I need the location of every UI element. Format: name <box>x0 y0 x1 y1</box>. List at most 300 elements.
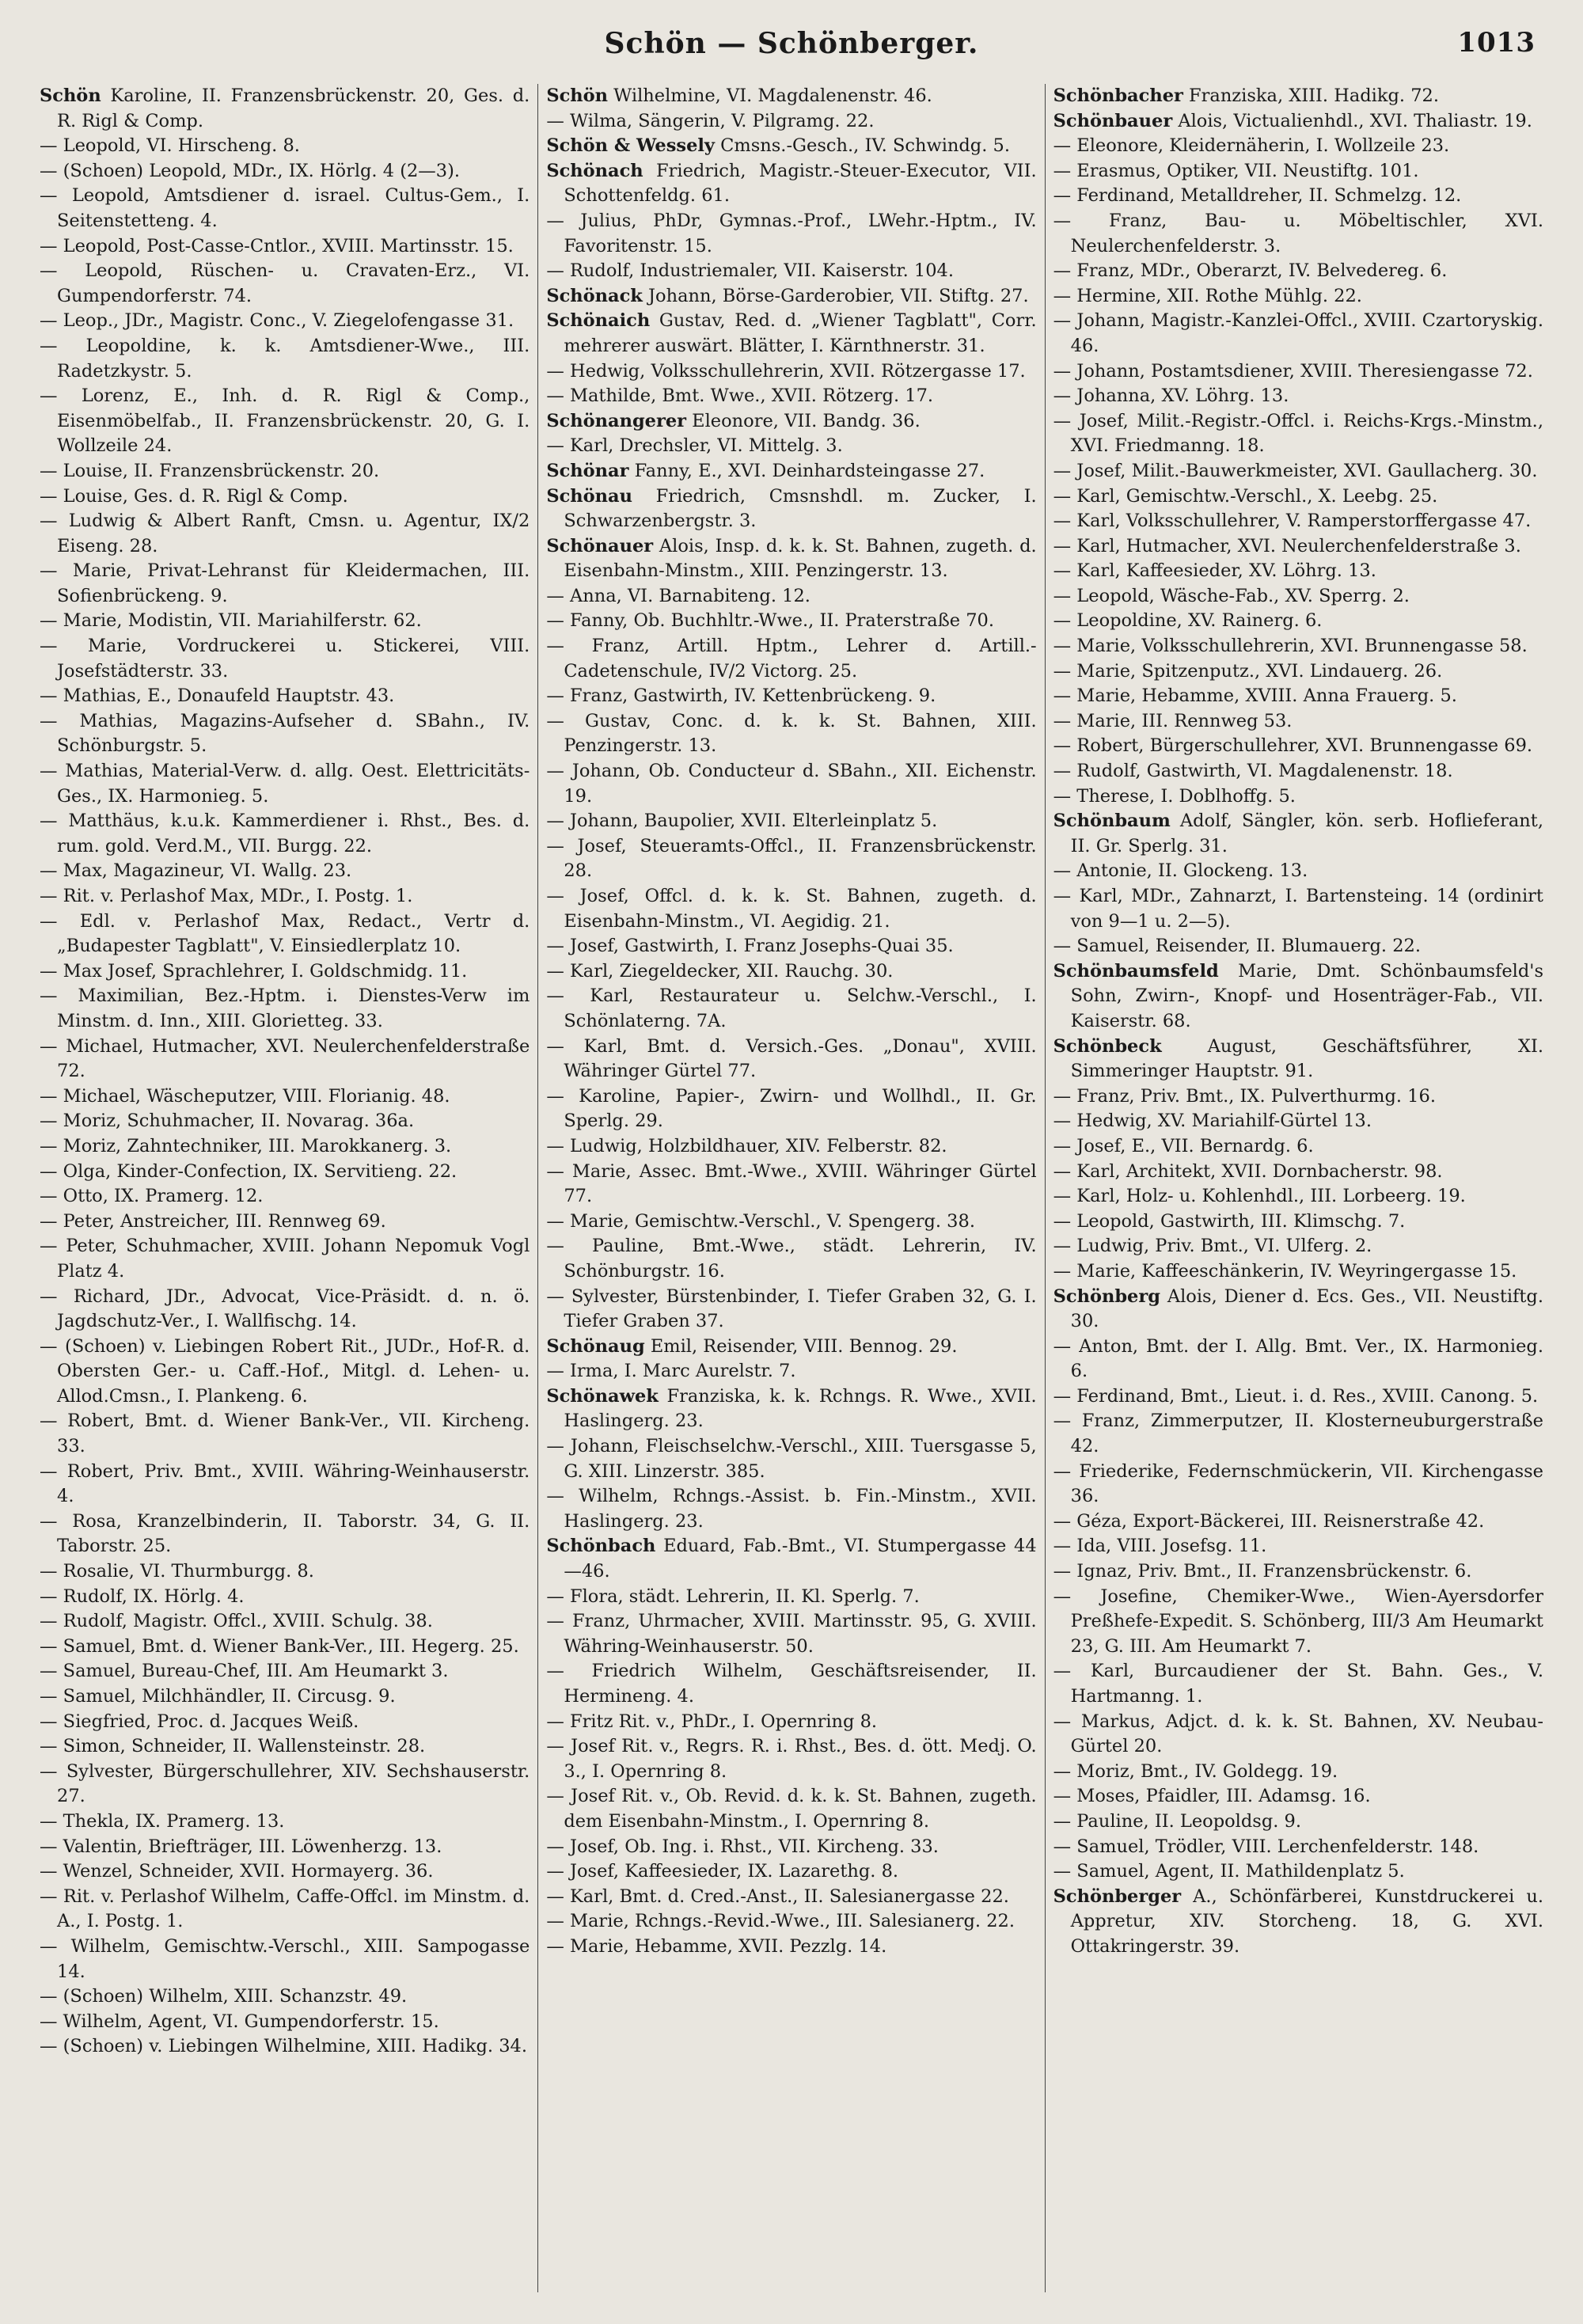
directory-entry <box>546 634 1036 684</box>
entry-text: — Leopold, Wäsche-Fab., XV. Sperrg. 2. <box>1053 585 1410 606</box>
directory-entry <box>40 1859 530 1885</box>
directory-entry <box>40 1184 530 1209</box>
entry-text: — Josef, E., VII. Bernardg. 6. <box>1053 1135 1314 1156</box>
directory-entry <box>1053 1409 1543 1459</box>
entry-text: Eduard, Fab.-Bmt., VI. Stumpergasse 44—46. <box>564 1536 1037 1582</box>
directory-entry <box>546 1585 1036 1610</box>
directory-entry <box>1053 1160 1543 1185</box>
entry-text: — Josef Rit. v., Regrs. R. i. Rhst., Bes. d. ött. Medj. O. 3., I. Opernring 8. <box>546 1736 1037 1782</box>
entry-text: — Sylvester, Bürstenbinder, I. Tiefer Graben 32, G. I. Tiefer Graben 37. <box>546 1285 1037 1332</box>
entry-text: — Marie, III. Rennweg 53. <box>1053 710 1293 731</box>
entry-text: — Josef, Milit.-Bauwerkmeister, XVI. Gaullacherg. 30. <box>1053 460 1538 481</box>
entry-text: — (Schoen) Leopold, MDr., IX. Hörlg. 4 (2—3). <box>40 160 461 181</box>
entry-text: — Karl, Drechsler, VI. Mittelg. 3. <box>546 435 843 457</box>
directory-entry <box>1053 1885 1543 1960</box>
directory-entry <box>1053 1534 1543 1559</box>
directory-entry <box>1053 409 1543 459</box>
entry-text: — Karl, MDr., Zahnarzt, I. Bartensteing. 14 (ordinirt von 9—1 u. 2—5). <box>1053 886 1543 932</box>
entry-text: — Marie, Hebamme, XVIII. Anna Frauerg. 5. <box>1053 685 1457 707</box>
directory-entry <box>546 1384 1036 1434</box>
entry-surname: Schön <box>546 85 609 106</box>
entry-text: — Robert, Bmt. d. Wiener Bank-Ver., VII. Kircheng. 33. <box>40 1411 530 1457</box>
entry-text: — Olga, Kinder-Confection, IX. Servitieng. 22. <box>40 1160 457 1182</box>
directory-entry <box>40 309 530 334</box>
directory-entry <box>546 609 1036 634</box>
entry-text: — Johann, Fleischselchw.-Verschl., XIII. Tuersgasse 5, G. XIII. Linzerstr. 385. <box>546 1436 1037 1482</box>
entry-text: — Mathias, Material-Verw. d. allg. Oest. Elettricitäts-Ges., IX. Harmonieg. 5. <box>40 761 530 807</box>
directory-entry <box>1053 1784 1543 1809</box>
directory-entry <box>40 1609 530 1635</box>
entry-text: — Johann, Postamtsdiener, XVIII. Theresiengasse 72. <box>1053 360 1533 382</box>
entry-text: — Max Josef, Sprachlehrer, I. Goldschmidg. 11. <box>40 960 468 982</box>
directory-entry <box>40 1160 530 1185</box>
entry-text: — Rosa, Kranzelbinderin, II. Taborstr. 34, G. II. Taborstr. 25. <box>40 1510 530 1557</box>
directory-entry <box>546 1134 1036 1160</box>
directory-entry <box>546 709 1036 759</box>
entry-text: — Peter, Schuhmacher, XVIII. Johann Nepomuk Vogl Platz 4. <box>40 1236 530 1282</box>
directory-entry <box>546 809 1036 834</box>
directory-entry <box>546 84 1036 109</box>
directory-entry <box>1053 384 1543 409</box>
directory-entry <box>546 409 1036 435</box>
directory-entry <box>546 484 1036 534</box>
directory-entry <box>1053 1710 1543 1760</box>
directory-entry <box>40 684 530 709</box>
entry-text: — (Schoen) v. Liebingen Robert Rit., JUDr., Hof-R. d. Obersten Ger.- u. Caff.-Hof., Mitgl. d. Lehen- u. Allod.Cmsn., I. Plankeng. 6. <box>40 1335 530 1407</box>
directory-entry <box>546 1909 1036 1935</box>
entry-text: — Josef, Steueramts-Offcl., II. Franzensbrückenstr. 28. <box>546 835 1037 882</box>
entry-text: — Samuel, Reisender, II. Blumauerg. 22. <box>1053 936 1421 957</box>
entry-text: — Karl, Bmt. d. Versich.-Ges. „Donau", XVIII. Währinger Gürtel 77. <box>546 1035 1037 1082</box>
entry-text: — Maximilian, Bez.-Hptm. i. Dienstes-Verw im Minstm. d. Inn., XIII. Glorietteg. 33. <box>40 985 530 1031</box>
directory-entry <box>546 1609 1036 1659</box>
entry-text: Franziska, XIII. Hadikg. 72. <box>1189 85 1439 106</box>
entry-text: — Franz, Artill. Hptm., Lehrer d. Artill.-Cadetenschule, IV/2 Victorg. 25. <box>546 636 1037 682</box>
entry-text: Eleonore, VII. Bandg. 36. <box>692 410 921 431</box>
directory-entry <box>546 1359 1036 1384</box>
entry-text: Cmsns.-Gesch., IV. Schwindg. 5. <box>720 135 1010 157</box>
directory-entry <box>1053 784 1543 810</box>
entry-text: A., Schönfärberei, Kunstdruckerei u. Appretur, XIV. Storcheng. 18, G. XVI. Ottakringerstr. 39. <box>1070 1885 1543 1957</box>
directory-entry <box>1053 934 1543 959</box>
directory-entry <box>40 1684 530 1710</box>
directory-entry <box>1053 559 1543 584</box>
entry-text: Alois, Victualienhdl., XVI. Thaliastr. 19. <box>1178 110 1532 131</box>
directory-entry <box>40 484 530 510</box>
entry-text: Karoline, II. Franzensbrückenstr. 20, Ges. d. R. Rigl & Comp. <box>57 85 530 131</box>
entry-text: — Hedwig, XV. Mariahilf-Gürtel 13. <box>1053 1111 1372 1132</box>
entry-text: — Max, Magazineur, VI. Wallg. 23. <box>40 860 352 882</box>
entry-text: — Karl, Volksschullehrer, V. Ramperstorffergasse 47. <box>1053 511 1532 532</box>
directory-entry <box>40 634 530 684</box>
entry-text: — Ludwig & Albert Ranft, Cmsn. u. Agentur, IX/2 Eiseng. 28. <box>40 511 530 556</box>
entry-text: Friedrich, Magistr.-Steuer-Executor, VII. Schottenfeldg. 61. <box>564 160 1037 207</box>
entry-text: — Marie, Privat-Lehranst für Kleidermachen, III. Sofienbrückeng. 9. <box>40 560 530 606</box>
directory-entry <box>40 1409 530 1459</box>
entry-text: Emil, Reisender, VIII. Bennog. 29. <box>650 1335 958 1357</box>
entry-surname: Schönbaum <box>1053 811 1171 832</box>
directory-entry <box>546 159 1036 209</box>
directory-entry <box>40 709 530 759</box>
directory-entry <box>1053 1760 1543 1785</box>
directory-entry <box>40 1760 530 1809</box>
entry-text: — Géza, Export-Bäckerei, III. Reisnerstraße 42. <box>1053 1510 1485 1532</box>
directory-entry <box>1053 1859 1543 1885</box>
entry-text: — Louise, II. Franzensbrückenstr. 20. <box>40 460 380 481</box>
directory-entry <box>546 1035 1036 1084</box>
entry-text: — Marie, Assec. Bmt.-Wwe., XVIII. Währinger Gürtel 77. <box>546 1160 1037 1207</box>
entry-text: — Karl, Hutmacher, XVI. Neulerchenfelderstraße 3. <box>1053 535 1521 556</box>
entry-text: — Josef, Ob. Ing. i. Rhst., VII. Kircheng. 33. <box>546 1836 939 1857</box>
entry-text: — Irma, I. Marc Aurelstr. 7. <box>546 1361 796 1382</box>
entry-surname: Schönbach <box>546 1536 656 1557</box>
entry-text: Gustav, Red. d. „Wiener Tagblatt", Corr. mehrerer auswärt. Blätter, I. Kärnthnerstr. 31. <box>564 310 1037 356</box>
directory-entry <box>40 1935 530 1984</box>
directory-entry <box>1053 709 1543 735</box>
directory-entry <box>1053 1259 1543 1285</box>
entry-text: — Wilhelm, Rchngs.-Assist. b. Fin.-Minstm., XVII. Haslingerg. 23. <box>546 1486 1037 1532</box>
directory-entry <box>1053 884 1543 934</box>
entry-text: — Samuel, Milchhändler, II. Circusg. 9. <box>40 1686 396 1707</box>
entry-text: — Franz, MDr., Oberarzt, IV. Belvedereg. 6. <box>1053 260 1448 282</box>
entry-text: — Franz, Zimmerputzer, II. Klosterneuburgerstraße 42. <box>1053 1411 1543 1457</box>
directory-entry <box>1053 1134 1543 1160</box>
entry-text: — Johann, Magistr.-Kanzlei-Offcl., XVIII. Czartoryskig. 46. <box>1053 310 1543 356</box>
entry-text: — Siegfried, Proc. d. Jacques Weiß. <box>40 1711 359 1732</box>
directory-entry <box>40 959 530 985</box>
directory-entry <box>40 1659 530 1684</box>
entry-text: — Gustav, Conc. d. k. k. St. Bahnen, XIII. Penzingerstr. 13. <box>546 710 1037 757</box>
entry-text: — Ferdinand, Metalldreher, II. Schmelzg. 12. <box>1053 185 1462 207</box>
entry-text: — Josef, Offcl. d. k. k. St. Bahnen, zugeth. d. Eisenbahn-Minstm., VI. Aegidig. 21. <box>546 886 1037 932</box>
entry-text: — Simon, Schneider, II. Wallensteinstr. 28. <box>40 1736 426 1757</box>
directory-entry <box>546 684 1036 709</box>
entry-text: — Karl, Architekt, XVII. Dornbacherstr. 98. <box>1053 1160 1443 1182</box>
entry-surname: Schönbacher <box>1053 85 1183 106</box>
directory-entry <box>1053 1184 1543 1209</box>
directory-entry <box>1053 184 1543 209</box>
directory-entry <box>546 934 1036 959</box>
directory-entry <box>40 509 530 559</box>
entry-text: — Johann, Baupolier, XVII. Elterleinplatz 5. <box>546 811 938 832</box>
directory-entry <box>546 434 1036 459</box>
directory-entry <box>1053 484 1543 510</box>
directory-columns <box>32 84 1551 2292</box>
entry-text: — Leopold, Gastwirth, III. Klimschg. 7. <box>1053 1210 1406 1232</box>
directory-entry <box>40 384 530 459</box>
entry-text: Fanny, E., XVI. Deinhardsteingasse 27. <box>634 460 985 481</box>
directory-entry <box>546 259 1036 284</box>
entry-text: — Moses, Pfaidler, III. Adamsg. 16. <box>1053 1786 1371 1807</box>
entry-text: — Leopold, Rüschen- u. Cravaten-Erz., VI. Gumpendorferstr. 74. <box>40 260 530 306</box>
directory-entry <box>546 359 1036 385</box>
entry-text: — Rudolf, IX. Hörlg. 4. <box>40 1585 245 1607</box>
directory-entry <box>1053 759 1543 784</box>
directory-entry <box>546 1659 1036 1709</box>
entry-text: — Ida, VIII. Josefsg. 11. <box>1053 1536 1267 1557</box>
entry-text: — Karl, Bmt. d. Cred.-Anst., II. Salesianergasse 22. <box>546 1885 1009 1907</box>
entry-text: — Samuel, Agent, II. Mathildenplatz 5. <box>1053 1861 1405 1882</box>
directory-entry <box>1053 809 1543 859</box>
directory-entry <box>1053 1509 1543 1535</box>
entry-text: — Rit. v. Perlashof Wilhelm, Caffe-Offcl. im Minstm. d. A., I. Postg. 1. <box>40 1885 530 1932</box>
entry-text: — Franz, Bau- u. Möbeltischler, XVI. Neulerchenfelderstr. 3. <box>1053 210 1543 256</box>
directory-column-2 <box>537 84 1044 2292</box>
entry-surname: Schönack <box>546 285 643 306</box>
entry-text: — Josef, Gastwirth, I. Franz Josephs-Quai 35. <box>546 936 954 957</box>
page-number: 1013 <box>1457 27 1536 59</box>
entry-text: — Ludwig, Holzbildhauer, XIV. Felberstr. 82. <box>546 1135 947 1156</box>
entry-surname: Schönaug <box>546 1335 645 1357</box>
directory-entry <box>1053 209 1543 259</box>
entry-text: — Sylvester, Bürgerschullehrer, XIV. Sechshauserstr. 27. <box>40 1760 530 1807</box>
entry-text: — Friedrich Wilhelm, Geschäftsreisender, II. Hermineng. 4. <box>546 1661 1037 1707</box>
directory-entry <box>546 534 1036 584</box>
entry-text: — Valentin, Briefträger, III. Löwenherzg. 13. <box>40 1836 442 1857</box>
directory-entry <box>1053 159 1543 184</box>
directory-entry <box>1053 659 1543 685</box>
entry-text: — Matthäus, k.u.k. Kammerdiener i. Rhst., Bes. d. rum. gold. Verd.M., VII. Burgg. 22. <box>40 811 530 856</box>
entry-surname: Schönbeck <box>1053 1035 1162 1057</box>
directory-entry <box>40 909 530 959</box>
directory-entry <box>1053 584 1543 609</box>
directory-entry <box>40 159 530 184</box>
directory-entry <box>546 1160 1036 1209</box>
directory-entry <box>1053 609 1543 634</box>
entry-text: — Lorenz, E., Inh. d. R. Rigl & Comp., Eisenmöbelfab., II. Franzensbrückenstr. 20, G. I. Wollzeile 24. <box>40 385 530 457</box>
directory-entry <box>546 1484 1036 1534</box>
directory-entry <box>546 884 1036 934</box>
entry-text: — Wilhelm, Agent, VI. Gumpendorferstr. 15. <box>40 2011 439 2032</box>
entry-text: — Pauline, Bmt.-Wwe., städt. Lehrerin, IV. Schönburgstr. 16. <box>546 1236 1037 1282</box>
directory-entry <box>546 1285 1036 1335</box>
entry-text: — Karl, Ziegeldecker, XII. Rauchg. 30. <box>546 960 894 982</box>
directory-entry <box>1053 684 1543 709</box>
directory-entry <box>1053 959 1543 1035</box>
entry-text: — Marie, Spitzenputz., XVI. Lindauerg. 26. <box>1053 660 1443 682</box>
entry-text: — Marie, Kaffeeschänkerin, IV. Weyringergasse 15. <box>1053 1260 1517 1282</box>
entry-text: — Michael, Hutmacher, XVI. Neulerchenfelderstraße 72. <box>40 1035 530 1082</box>
entry-text: August, Geschäftsführer, XI. Simmeringer Hauptstr. 91. <box>1070 1035 1543 1082</box>
directory-entry <box>1053 134 1543 159</box>
entry-text: Marie, Dmt. Schönbaumsfeld's Sohn, Zwirn-, Knopf- und Hosenträger-Fab., VII. Kaiserstr. 68. <box>1070 960 1543 1031</box>
entry-text: — Marie, Rchngs.-Revid.-Wwe., III. Salesianerg. 22. <box>546 1911 1015 1932</box>
directory-entry <box>40 884 530 909</box>
entry-text: — Karl, Burcaudiener der St. Bahn. Ges., V. Hartmanng. 1. <box>1053 1661 1543 1707</box>
entry-text: — Karl, Holz- u. Kohlenhdl., III. Lorbeerg. 19. <box>1053 1186 1466 1207</box>
directory-entry <box>40 334 530 384</box>
directory-entry <box>40 1335 530 1410</box>
entry-text: — Rudolf, Magistr. Offcl., XVIII. Schulg. 38. <box>40 1611 433 1632</box>
directory-entry <box>546 209 1036 259</box>
directory-entry <box>546 984 1036 1034</box>
entry-text: — (Schoen) v. Liebingen Wilhelmine, XIII. Hadikg. 34. <box>40 2036 527 2057</box>
entry-text: — Louise, Ges. d. R. Rigl & Comp. <box>40 485 348 507</box>
entry-text: — Fritz Rit. v., PhDr., I. Opernring 8. <box>546 1711 878 1732</box>
entry-text: — Wilhelm, Gemischtw.-Verschl., XIII. Sampogasse 14. <box>40 1935 530 1982</box>
entry-text: — Robert, Bürgerschullehrer, XVI. Brunnengasse 69. <box>1053 735 1533 757</box>
entry-text: — Leopoldine, XV. Rainerg. 6. <box>1053 610 1323 632</box>
directory-entry <box>1053 459 1543 484</box>
entry-text: — Marie, Vordruckerei u. Stickerei, VIII. Josefstädterstr. 33. <box>40 636 530 682</box>
directory-entry <box>40 1035 530 1084</box>
entry-text: — Marie, Hebamme, XVII. Pezzlg. 14. <box>546 1935 887 1957</box>
entry-text: — Flora, städt. Lehrerin, II. Kl. Sperlg. 7. <box>546 1585 920 1607</box>
directory-entry <box>1053 1035 1543 1084</box>
directory-entry <box>546 309 1036 359</box>
entry-text: Alois, Diener d. Ecs. Ges., VII. Neustiftg. 30. <box>1070 1285 1543 1332</box>
entry-text: — Josef, Kaffeesieder, IX. Lazarethg. 8. <box>546 1861 899 1882</box>
entry-surname: Schönbaumsfeld <box>1053 960 1219 982</box>
directory-entry <box>40 609 530 634</box>
entry-text: — Fanny, Ob. Buchhltr.-Wwe., II. Praterstraße 70. <box>546 610 994 632</box>
entry-text: — Julius, PhDr, Gymnas.-Prof., LWehr.-Hptm., IV. Favoritenstr. 15. <box>546 210 1037 256</box>
directory-entry <box>1053 1384 1543 1410</box>
directory-entry <box>40 809 530 859</box>
directory-entry <box>546 459 1036 484</box>
directory-entry <box>546 1784 1036 1834</box>
entry-surname: Schön <box>40 85 101 106</box>
entry-text: — Pauline, II. Leopoldsg. 9. <box>1053 1810 1301 1832</box>
directory-entry <box>40 1835 530 1860</box>
directory-entry <box>546 1234 1036 1284</box>
entry-text: — Markus, Adjct. d. k. k. St. Bahnen, XV. Neubau-Gürtel 20. <box>1053 1711 1543 1757</box>
entry-text: — Karl, Kaffeesieder, XV. Löhrg. 13. <box>1053 560 1376 582</box>
entry-text: — Leopoldine, k. k. Amtsdiener-Wwe., III. Radetzkystr. 5. <box>40 335 530 382</box>
entry-surname: Schönberger <box>1053 1885 1182 1907</box>
entry-text: — Rudolf, Gastwirth, VI. Magdalenenstr. 18. <box>1053 761 1453 782</box>
entry-text: — Samuel, Trödler, VIII. Lerchenfelderstr. 148. <box>1053 1836 1479 1857</box>
entry-surname: Schönach <box>546 160 643 181</box>
entry-text: — Mathilde, Bmt. Wwe., XVII. Rötzerg. 17. <box>546 385 934 407</box>
directory-entry <box>40 134 530 159</box>
directory-entry <box>40 1809 530 1835</box>
entry-surname: Schönangerer <box>546 410 687 431</box>
directory-entry <box>546 1835 1036 1860</box>
directory-entry <box>1053 1335 1543 1384</box>
directory-entry <box>546 284 1036 309</box>
entry-surname: Schön & Wessely <box>546 135 716 157</box>
directory-entry <box>40 559 530 609</box>
directory-entry <box>40 1509 530 1559</box>
directory-entry <box>546 1434 1036 1484</box>
entry-text: — Samuel, Bmt. d. Wiener Bank-Ver., III. Hegerg. 25. <box>40 1635 519 1657</box>
entry-text: — Moriz, Bmt., IV. Goldegg. 19. <box>1053 1760 1338 1782</box>
directory-entry <box>546 1084 1036 1134</box>
entry-text: — Moriz, Schuhmacher, II. Novarag. 36a. <box>40 1111 415 1132</box>
directory-entry <box>40 1734 530 1760</box>
directory-entry <box>546 109 1036 135</box>
entry-text: — Otto, IX. Pramerg. 12. <box>40 1186 264 1207</box>
directory-entry <box>1053 1659 1543 1709</box>
directory-entry <box>1053 1084 1543 1110</box>
entry-surname: Schönberg <box>1053 1285 1160 1307</box>
entry-text: — Leop., JDr., Magistr. Conc., V. Ziegelofengasse 31. <box>40 310 514 332</box>
entry-text: — Franz, Priv. Bmt., IX. Pulverthurmg. 16. <box>1053 1085 1436 1107</box>
directory-entry <box>546 759 1036 809</box>
entry-text: — Hedwig, Volksschullehrerin, XVII. Rötzergasse 17. <box>546 360 1026 382</box>
entry-text: — Ludwig, Priv. Bmt., VI. Ulferg. 2. <box>1053 1236 1372 1257</box>
entry-text: — Samuel, Bureau-Chef, III. Am Heumarkt 3. <box>40 1661 449 1682</box>
entry-text: — Marie, Volksschullehrerin, XVI. Brunnengasse 58. <box>1053 636 1528 657</box>
directory-entry <box>40 1635 530 1660</box>
directory-entry <box>1053 309 1543 359</box>
entry-text: — Franz, Uhrmacher, XVIII. Martinsstr. 95, G. XVIII. Währing-Weinhauserstr. 50. <box>546 1611 1037 1657</box>
directory-entry <box>40 459 530 484</box>
entry-surname: Schönaich <box>546 310 651 332</box>
entry-text: — Rosalie, VI. Thurmburgg. 8. <box>40 1561 314 1582</box>
directory-entry <box>40 1234 530 1284</box>
directory-entry <box>40 1084 530 1110</box>
directory-entry <box>40 1109 530 1134</box>
directory-entry <box>546 1335 1036 1360</box>
directory-entry <box>1053 1809 1543 1835</box>
directory-entry <box>546 1935 1036 1960</box>
entry-surname: Schönbauer <box>1053 110 1173 131</box>
entry-text: — Karl, Restaurateur u. Selchw.-Verschl., I. Schönlaterng. 7A. <box>546 985 1037 1031</box>
entry-surname: Schönawek <box>546 1385 659 1407</box>
entry-text: — Thekla, IX. Pramerg. 13. <box>40 1810 285 1832</box>
directory-entry <box>546 1534 1036 1584</box>
entry-text: — Ignaz, Priv. Bmt., II. Franzensbrückenstr. 6. <box>1053 1561 1472 1582</box>
directory-entry <box>40 1134 530 1160</box>
directory-entry <box>1053 1234 1543 1259</box>
entry-text: Adolf, Sängler, kön. serb. Hoflieferant, II. Gr. Sperlg. 31. <box>1070 811 1543 856</box>
directory-column-1 <box>32 84 537 2292</box>
directory-entry <box>40 1710 530 1735</box>
directory-entry <box>546 834 1036 884</box>
directory-entry <box>40 84 530 134</box>
entry-text: — Wenzel, Schneider, XVII. Hormayerg. 36. <box>40 1861 434 1882</box>
directory-entry <box>1053 1285 1543 1335</box>
directory-entry <box>40 1460 530 1509</box>
directory-entry <box>1053 1559 1543 1585</box>
entry-surname: Schönau <box>546 485 632 507</box>
directory-entry <box>1053 109 1543 135</box>
directory-entry <box>40 1885 530 1935</box>
directory-entry <box>40 859 530 884</box>
page-title: Schön — Schönberger. <box>604 27 979 60</box>
directory-entry <box>40 1984 530 2010</box>
entry-text: — Edl. v. Perlashof Max, Redact., Vertr d. „Budapester Tagblatt", V. Einsiedlerplatz 10. <box>40 910 530 957</box>
entry-text: — Johann, Ob. Conducteur d. SBahn., XII. Eichenstr. 19. <box>546 761 1037 807</box>
directory-entry <box>1053 1460 1543 1509</box>
entry-text: — Robert, Priv. Bmt., XVIII. Währing-Weinhauserstr. 4. <box>40 1460 530 1507</box>
entry-text: — Leopold, VI. Hirscheng. 8. <box>40 135 300 157</box>
entry-text: — Johanna, XV. Löhrg. 13. <box>1053 385 1289 407</box>
directory-entry <box>40 1585 530 1610</box>
entry-text: — Rit. v. Perlashof Max, MDr., I. Postg. 1. <box>40 886 413 906</box>
directory-entry <box>40 234 530 260</box>
directory-entry <box>1053 1585 1543 1660</box>
directory-entry <box>1053 1109 1543 1134</box>
directory-entry <box>1053 859 1543 884</box>
directory-entry <box>546 134 1036 159</box>
directory-entry <box>546 1734 1036 1784</box>
entry-text: — Ferdinand, Bmt., Lieut. i. d. Res., XVIII. Canong. 5. <box>1053 1385 1539 1407</box>
directory-column-3 <box>1045 84 1551 2292</box>
directory-entry <box>546 1209 1036 1235</box>
entry-text: — Franz, Gastwirth, IV. Kettenbrückeng. 9. <box>546 685 936 707</box>
entry-text: — Marie, Gemischtw.-Verschl., V. Spengerg. 38. <box>546 1210 975 1232</box>
entry-text: — (Schoen) Wilhelm, XIII. Schanzstr. 49. <box>40 1986 408 2007</box>
entry-text: — Hermine, XII. Rothe Mühlg. 22. <box>1053 285 1362 306</box>
entry-text: — Leopold, Post-Casse-Cntlor., XVIII. Martinsstr. 15. <box>40 235 514 256</box>
entry-text: — Therese, I. Doblhoffg. 5. <box>1053 785 1296 807</box>
entry-text: Wilhelmine, VI. Magdalenenstr. 46. <box>613 85 932 106</box>
entry-text: — Karoline, Papier-, Zwirn- und Wollhdl., II. Gr. Sperlg. 29. <box>546 1085 1037 1132</box>
directory-entry <box>546 1710 1036 1735</box>
